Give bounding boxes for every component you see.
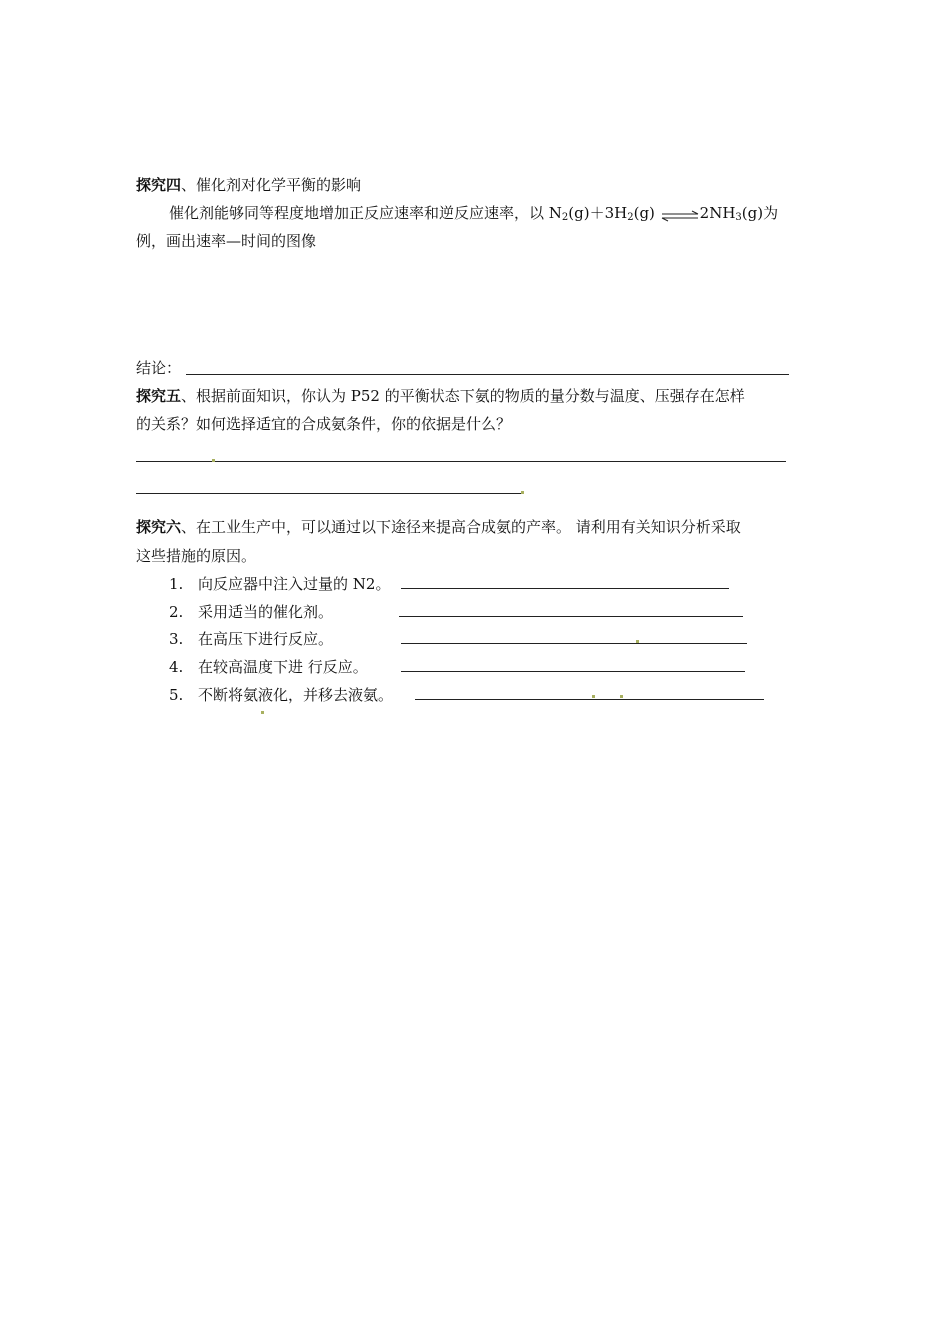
list-item-number: 4. (169, 658, 184, 676)
section5-answer-line-2 (136, 493, 522, 494)
list-item (169, 656, 368, 677)
list-item (169, 601, 333, 622)
equilibrium-arrow-icon (660, 208, 700, 220)
section4-text-a: 催化剂能够同等程度地增加正反应速率和逆反应速率，以 N (169, 204, 562, 222)
list-item-number: 2. (169, 603, 184, 621)
section4-text-c: (g) (633, 204, 660, 222)
conclusion-answer-line (186, 374, 789, 375)
section6-text-line2: 这些措施的原因。 (136, 547, 257, 565)
section5-text-line2: 的关系？如何选择适宜的合成氨条件，你的依据是什么？ (136, 415, 512, 433)
list-item-number: 3. (169, 630, 184, 648)
list-item-answer-line (401, 643, 747, 644)
section5-text-line1 (136, 385, 745, 406)
scan-speck (636, 640, 639, 643)
subscript-h2: 2 (627, 212, 634, 223)
section4-heading: 探究四 (136, 176, 182, 194)
list-item-text: 在高压下进行反应。 (198, 630, 334, 648)
list-item-text: 不断将氨液化，并移去液氨。 (198, 686, 394, 704)
section4-text-b: (g)＋3H (568, 204, 628, 222)
list-item (169, 684, 393, 705)
list-item-text: 向反应器中注入过量的 N2。 (198, 575, 391, 593)
list-item (169, 628, 333, 649)
scan-speck (592, 695, 595, 698)
scan-speck (521, 491, 524, 494)
section5-answer-line-1 (136, 461, 786, 462)
section6-text: 、在工业生产中，可以通过以下途径来提高合成氨的产率。 请利用有关知识分析采取 (181, 518, 741, 536)
section4-title: 、催化剂对化学平衡的影响 (181, 176, 362, 194)
section4-text-line2: 例，画出速率—时间的图像 (136, 232, 317, 250)
list-item-answer-line (401, 671, 745, 672)
list-item (169, 573, 390, 594)
list-item-text: 在较高温度下进 行反应。 (198, 658, 368, 676)
section4-heading-line (136, 174, 361, 195)
subscript-n2: 2 (561, 212, 569, 223)
list-item-number: 1. (169, 575, 184, 593)
section5-text: 、根据前面知识，你认为 P52 的平衡状态下氨的物质的量分数与温度、压强存在怎样 (181, 387, 745, 405)
section6-text-line1 (136, 516, 741, 537)
scan-speck (261, 711, 264, 714)
subscript-nh3: 3 (735, 212, 742, 223)
scan-speck (212, 459, 215, 462)
section4-text-e: (g)为 (741, 204, 779, 222)
list-item-number: 5. (169, 686, 184, 704)
section4-text-d: 2NH (699, 204, 736, 222)
section5-heading: 探究五 (136, 387, 182, 405)
list-item-answer-line (401, 588, 729, 589)
scan-speck (620, 695, 623, 698)
list-item-answer-line (399, 616, 743, 617)
section4-text-line1 (169, 202, 778, 223)
section6-heading: 探究六 (136, 518, 182, 536)
conclusion-label: 结论： (136, 359, 182, 377)
list-item-text: 采用适当的催化剂。 (198, 603, 334, 621)
list-item-answer-line (415, 699, 764, 700)
